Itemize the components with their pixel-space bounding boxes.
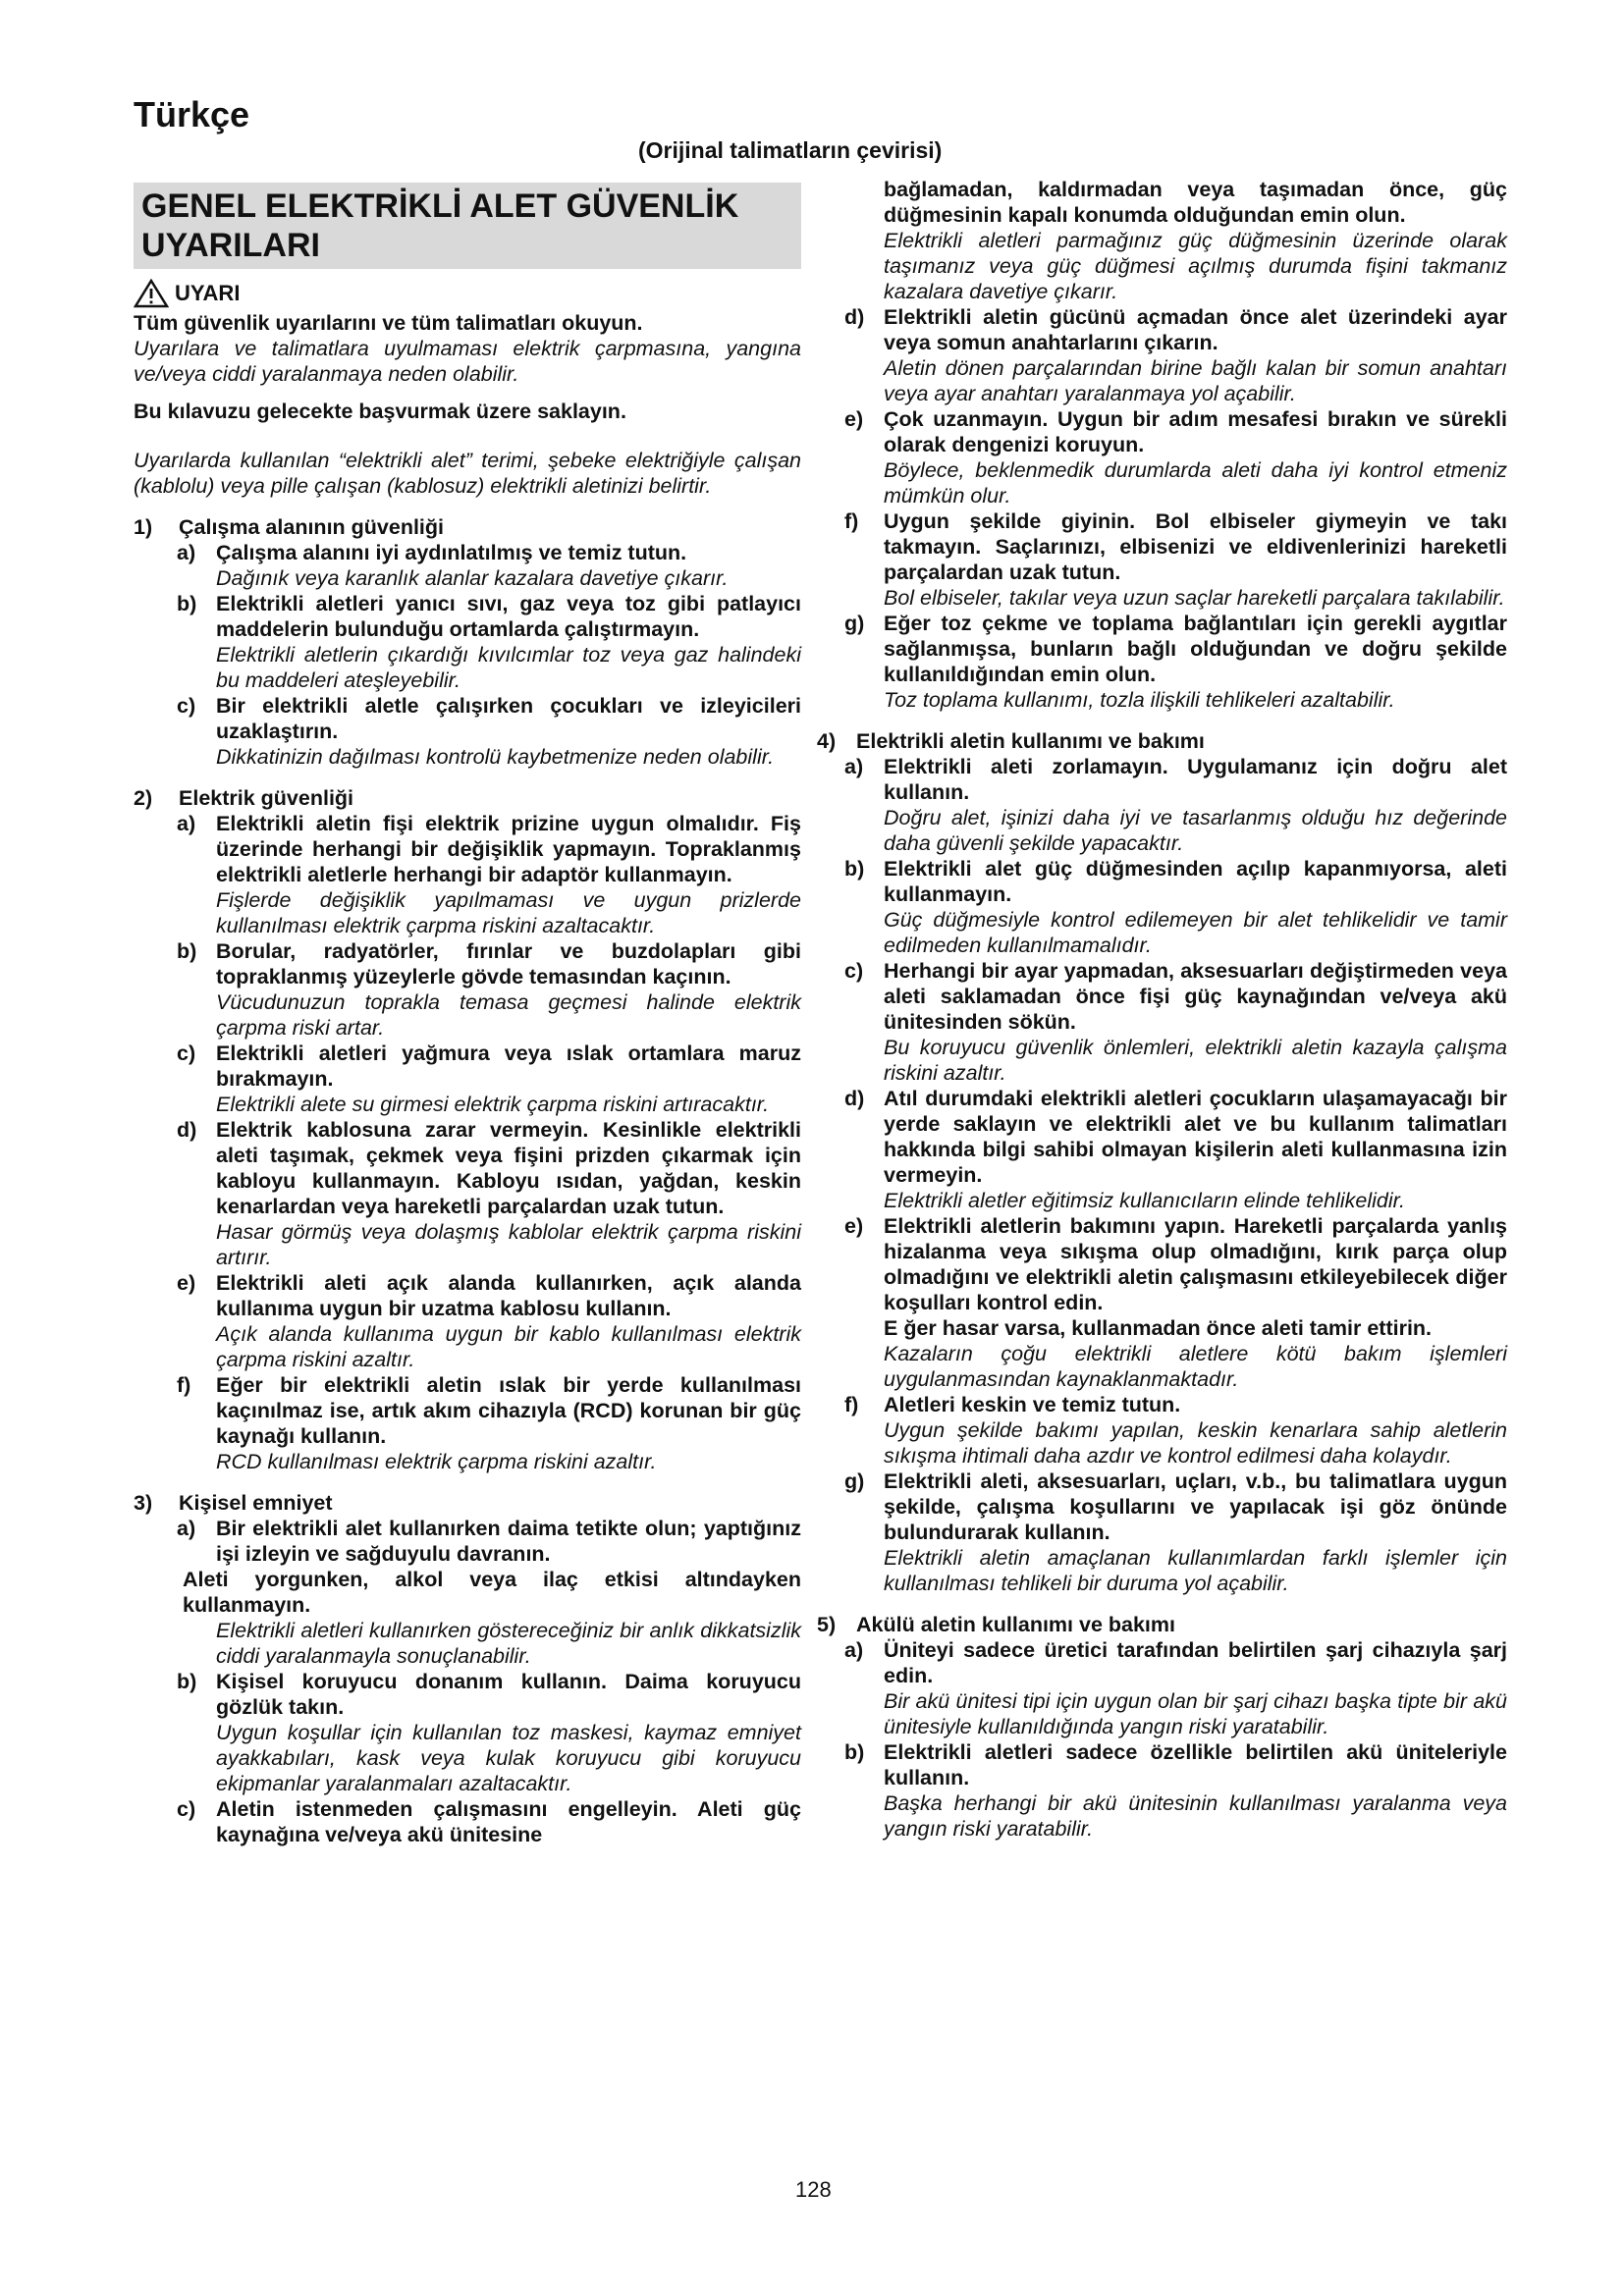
- warning-text: UYARI: [175, 281, 241, 305]
- s3-item-e: e) Çok uzanmayın. Uygun bir adım mesafesi bırakın ve sürekli olarak dengenizi koruyun. Böylece, beklenmedik durumlarda aleti daha iyi kontrol etmeniz mümkün olur.: [844, 407, 1507, 507]
- s3-item-c-continued: bağlamadan, kaldırmadan veya taşımadan önce, güç düğmesinin kapalı konumda olduğundan emin olun.: [884, 178, 1507, 227]
- s3-item-f: f) Uygun şekilde giyinin. Bol elbiseler giymeyin ve takı takmayın. Saçlarınızı, elbisenizi ve eldivenlerinizi hareketli parçalardan uzak tutun. Bol elbiseler, takılar veya uzun saçlar hareketli parçalara takılabilir.: [844, 509, 1507, 610]
- section-4-heading: 4) Elektrikli aletin kullanımı ve bakımı: [817, 729, 1205, 753]
- intro-bold: Tüm güvenlik uyarılarını ve tüm talimatları okuyun.: [134, 311, 643, 335]
- s5-item-b: b) Elektrikli aletleri sadece özellikle belirtilen akü üniteleriyle kullanın. Başka herhangi bir akü ünitesinin kullanılması yaralanma veya yangın riski yaratabilir.: [844, 1740, 1507, 1841]
- warning-label: [134, 279, 801, 308]
- left-column: [134, 183, 801, 1847]
- intro-italic: Uyarılara ve talimatlara uyulmaması elektrik çarpmasına, yangına ve/veya ciddi yaralanmaya neden olabilir.: [134, 337, 801, 386]
- s1-item-a: a) Çalışma alanını iyi aydınlatılmış ve temiz tutun. Dağınık veya karanlık alanlar kazalara davetiye çıkarır.: [177, 541, 729, 590]
- s3-item-g: g) Eğer toz çekme ve toplama bağlantıları için gerekli aygıtlar sağlanmışsa, bunların bağlı olduğundan ve doğru şekilde kullanıldığından emin olun. Toz toplama kullanımı, tozla ilişkili tehlikeleri azaltabilir.: [844, 612, 1507, 712]
- s4-item-d: d) Atıl durumdaki elektrikli aletleri çocukların ulaşamayacağı bir yerde saklayın ve elektrikli alet ve bu kullanım talimatları hakkında bilgi sahibi olmayan kişilerin aleti kullanmasına izin vermeyin. Elektrikli aletler eğitimsiz kullanıcıların elinde tehlikelidir.: [844, 1087, 1507, 1212]
- s4-item-g: g) Elektrikli aleti, aksesuarları, uçları, v.b., bu talimatlara uygun şekilde, çalışma koşullarını ve yapılacak işi göz önünde bulundurarak kullanın. Elektrikli aletin amaçlanan kullanımlardan farklı işlemler için kullanılması tehlikeli bir duruma yol açabilir.: [844, 1469, 1507, 1595]
- s1-item-c: c) Bir elektrikli aletle çalışırken çocukları ve izleyicileri uzaklaştırın. Dikkatinizin dağılması kontrolü kaybetmenize neden olabilir.: [177, 694, 801, 769]
- safety-banner: GENEL ELEKTRİKLİ ALET GÜVENLİK UYARILARI: [134, 183, 801, 269]
- s3-item-c: c) Aletin istenmeden çalışmasını engelleyin. Aleti güç kaynağına ve/veya akü ünitesine: [177, 1797, 801, 1846]
- s2-item-c: c) Elektrikli aletleri yağmura veya ıslak ortamlara maruz bırakmayın. Elektrikli alete su girmesi elektrik çarpma riskini artıracaktır.: [177, 1041, 801, 1116]
- s1-item-b: b) Elektrikli aletleri yanıcı sıvı, gaz veya toz gibi patlayıcı maddelerin bulunduğu ortamlarda çalıştırmayın. Elektrikli aletlerin çıkardığı kıvılcımlar toz veya gaz halindeki bu maddeleri ateşleyebilir.: [177, 592, 801, 692]
- s2-item-d: d) Elektrik kablosuna zarar vermeyin. Kesinlikle elektrikli aleti taşımak, çekmek veya fişini prizden çıkarmak için kabloyu kullanmayın. Kabloyu ısıdan, yağdan, keskin kenarlardan veya hareketli parçalardan uzak tutun. Hasar görmüş veya dolaşmış kablolar elektrik çarpma riskini artırır.: [177, 1118, 801, 1269]
- s2-item-e: e) Elektrikli aleti açık alanda kullanırken, açık alanda kullanıma uygun bir uzatma kablosu kullanın. Açık alanda kullanıma uygun bir kablo kullanılması elektrik çarpma riskini azaltır.: [177, 1271, 801, 1371]
- term-definition: Uyarılarda kullanılan “elektrikli alet” terimi, şebeke elektriğiyle çalışan (kablolu) veya pille çalışan (kablosuz) elektrikli aletinizi belirtir.: [134, 449, 801, 498]
- s3-item-b: b) Kişisel koruyucu donanım kullanın. Daima koruyucu gözlük takın. Uygun koşullar için kullanılan toz maskesi, kaymaz emniyet ayakkabıları, kask veya kulak koruyucu gibi koruyucu ekipmanlar yaralanmaları azaltacaktır.: [177, 1670, 801, 1795]
- s3-item-c-note: Elektrikli aletleri parmağınız güç düğmesinin üzerinde olarak taşımanız veya güç düğmesi açılmış durumda fişini takmanız kazalara davetiye çıkarır.: [884, 229, 1507, 303]
- section-3-heading: 3) Kişisel emniyet: [134, 1491, 333, 1515]
- right-column: [817, 177, 1507, 1842]
- page-number: 128: [795, 2177, 832, 2202]
- language-heading: Türkçe: [134, 94, 250, 134]
- s4-item-c: c) Herhangi bir ayar yapmadan, aksesuarları değiştirmeden veya aleti saklamadan önce fişi güç kaynağından ve/veya akü ünitesinden sökün. Bu koruyucu güvenlik önlemleri, elektrikli aletin kazayla çalışma riskini azaltır.: [844, 959, 1507, 1085]
- translation-subtitle: (Orijinal talimatların çevirisi): [638, 137, 943, 163]
- s4-item-e: e) Elektrikli aletlerin bakımını yapın. Hareketli parçalarda yanlış hizalanma veya sıkışma olup olmadığını, kırık parça olup olmadığını ve elektrikli aletin çalışmasını etkileyebilecek diğer koşulları kontrol edin. E ğer hasar varsa, kullanmadan önce aleti tamir ettirin. Kazaların çoğu elektrikli aletlere kötü bakım işlemleri uygulanmasından kaynaklanmaktadır.: [844, 1214, 1507, 1391]
- s4-item-f: f) Aletleri keskin ve temiz tutun. Uygun şekilde bakımı yapılan, keskin kenarlara sahip aletlerin sıkışma ihtimali daha azdır ve kontrol edilmesi daha kolaydır.: [844, 1393, 1507, 1468]
- s4-item-a: a) Elektrikli aleti zorlamayın. Uygulamanız için doğru alet kullanın. Doğru alet, işinizi daha iyi ve tasarlanmış olduğu hız değerinde daha güvenli şekilde yapacaktır.: [844, 755, 1507, 855]
- section-1-heading: 1) Çalışma alanının güvenliği: [134, 515, 445, 539]
- s2-item-f: f) Eğer bir elektrikli aletin ıslak bir yerde kullanılması kaçınılmaz ise, artık akım cihazıyla (RCD) korunan bir güç kaynağı kullanın. RCD kullanılması elektrik çarpma riskini azaltır.: [177, 1373, 801, 1473]
- section-5-heading: 5) Akülü aletin kullanımı ve bakımı: [817, 1613, 1175, 1636]
- s3-item-a: a) Bir elektrikli alet kullanırken daima tetikte olun; yaptığınız işi izleyin ve sağduyulu davranın.: [177, 1517, 801, 1566]
- s5-item-a: a) Üniteyi sadece üretici tarafından belirtilen şarj cihazıyla şarj edin. Bir akü ünitesi tipi için uygun olan bir şarj cihazı başka tipte bir akü ünitesiyle kullanıldığında yangın riski yaratabilir.: [844, 1638, 1507, 1738]
- section-2-heading: 2) Elektrik güvenliği: [134, 786, 354, 810]
- s3-item-a-note: Elektrikli aletleri kullanırken göstereceğiniz bir anlık dikkatsizlik ciddi yaralanmayla sonuçlanabilir.: [216, 1619, 801, 1668]
- s2-item-b: b) Borular, radyatörler, fırınlar ve buzdolapları gibi topraklanmış yüzeylerle gövde temasından kaçının. Vücudunuzun toprakla temasa geçmesi halinde elektrik çarpma riski artar.: [177, 939, 801, 1040]
- warning-triangle-icon: [134, 279, 169, 308]
- s3-item-d: d) Elektrikli aletin gücünü açmadan önce alet üzerindeki ayar veya somun anahtarlarını çıkarın. Aletin dönen parçalarından birine bağlı kalan bir somun anahtarı veya ayar anahtarı yaralanmaya yol açabilir.: [844, 305, 1507, 405]
- s3-item-a-extra: Aleti yorgunken, alkol veya ilaç etkisi altındayken kullanmayın.: [183, 1568, 801, 1617]
- keep-manual: Bu kılavuzu gelecekte başvurmak üzere saklayın.: [134, 400, 626, 423]
- s4-item-b: b) Elektrikli alet güç düğmesinden açılıp kapanmıyorsa, aleti kullanmayın. Güç düğmesiyle kontrol edilemeyen bir alet tehlikelidir ve tamir edilmeden kullanılmamalıdır.: [844, 857, 1507, 957]
- s2-item-a: a) Elektrikli aletin fişi elektrik prizine uygun olmalıdır. Fiş üzerinde herhangi bir değişiklik yapmayın. Topraklanmış elektrikli aletlerle herhangi bir adaptör kullanmayın. Fişlerde değişiklik yapılmaması ve uygun prizlerde kullanılması elektrik çarpma riskini azaltacaktır.: [177, 812, 801, 937]
